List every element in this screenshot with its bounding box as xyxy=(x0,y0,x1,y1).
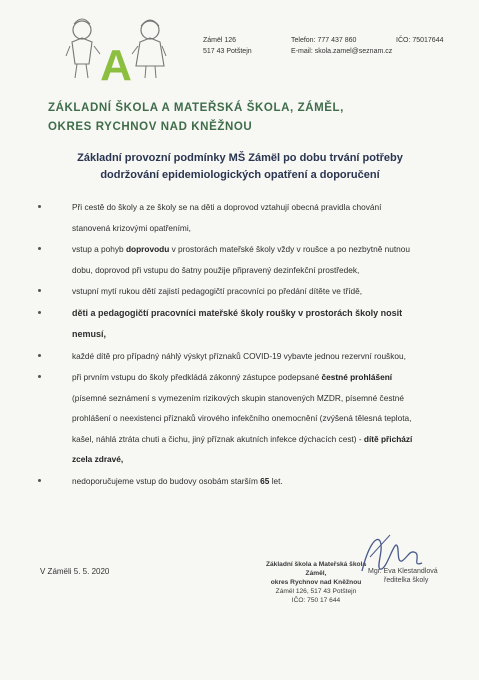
address-line-2: 517 43 Potštejn xyxy=(203,48,252,55)
signer-role: ředitelka školy xyxy=(384,577,429,584)
item-text: každé dítě pro případný náhlý výskyt příznaků COVID-19 vybavte jednou rezervní rouškou, xyxy=(72,350,406,361)
item-text: děti a pedagogičtí pracovníci mateřské školy roušky v prostorách školy nosit xyxy=(72,307,403,318)
bullet-icon xyxy=(38,311,41,314)
list-item xyxy=(34,346,444,367)
list-item xyxy=(34,239,444,280)
item-text: dobu, doprovod při vstupu do šatny použije připravený dezinfekční prostředek, xyxy=(72,264,360,275)
bullet-icon xyxy=(38,205,41,208)
place-date: V Zámëli 5. 5. 2020 xyxy=(40,567,110,576)
bullet-icon xyxy=(38,479,41,482)
item-text: kašel, náhlá ztráta chuti a čichu, jiný příznak akutních infekce dýchacích cest) - dítě přichází xyxy=(72,433,413,444)
item-text: Při cestě do školy a ze školy se na děti a doprovod vztahují obecná pravidla chování xyxy=(72,202,382,212)
signer-name: Mgr. Eva Klestandlová xyxy=(368,568,438,575)
item-text: zcela zdravé, xyxy=(72,454,124,464)
item-text: vstup a pohyb doprovodu v prostorách mateřské školy vždy v roušce a po nezbytně nutnou xyxy=(72,244,411,254)
phone-text: Telefon: 777 437 860 xyxy=(291,37,357,44)
list-item xyxy=(34,303,444,345)
ico-text: IČO: 75017644 xyxy=(396,37,444,44)
title-line-1: Základní provozní podmínky MŠ Zámël po dobu trvání potřeby xyxy=(77,152,403,164)
document-title xyxy=(40,150,440,184)
bullet-icon xyxy=(38,289,41,292)
conditions-list xyxy=(34,197,444,492)
item-text: (písemné seznámení s vymezením rizikových skupin stanovených MZDR, písemné čestné xyxy=(72,392,405,403)
bullet-icon xyxy=(38,247,41,250)
school-stamp: Základní škola a Mateřská škola Zámël, okres Rychnov nad Kněžnou Zámël 126, 517 43 Potštejn IČO: 750 17 644 xyxy=(265,561,367,604)
bullet-icon xyxy=(38,354,41,357)
item-text: prohlášení o neexistenci příznaků virového infekčního onemocnění (zvýšená tělesná teplota, xyxy=(72,413,412,423)
school-name-line-1: ZÁKLADNÍ ŠKOLA A MATEŘSKÁ ŠKOLA, ZÁMĚL, xyxy=(48,102,344,114)
school-name xyxy=(48,99,344,137)
item-text: stanovená krizovými opatřeními, xyxy=(72,222,191,233)
item-text: vstupní mytí rukou dětí zajistí pedagogičtí pracovníci po předání dítěte ve třídě, xyxy=(72,286,363,296)
school-name-line-2: OKRES RYCHNOV NAD KNĚŽNOU xyxy=(48,121,253,133)
item-text: nedoporučujeme vstup do budovy osobám starším 65 let. xyxy=(72,475,283,486)
address-line-1: Zámël 126 xyxy=(203,37,237,44)
item-text: při prvním vstupu do školy předkládá zákonný zástupce podepsané čestné prohlášení xyxy=(72,372,393,382)
item-text: nemusí, xyxy=(72,328,107,339)
school-logo xyxy=(64,16,168,90)
logo-letter: A xyxy=(100,41,132,90)
list-item xyxy=(34,367,444,470)
list-item xyxy=(34,281,444,302)
list-item xyxy=(34,197,444,238)
list-item xyxy=(34,471,444,492)
bullet-icon xyxy=(38,375,41,378)
email-text: E-mail: skola.zamel@seznam.cz xyxy=(291,48,393,55)
title-line-2: dodržování epidemiologických opatření a doporučení xyxy=(100,169,380,181)
